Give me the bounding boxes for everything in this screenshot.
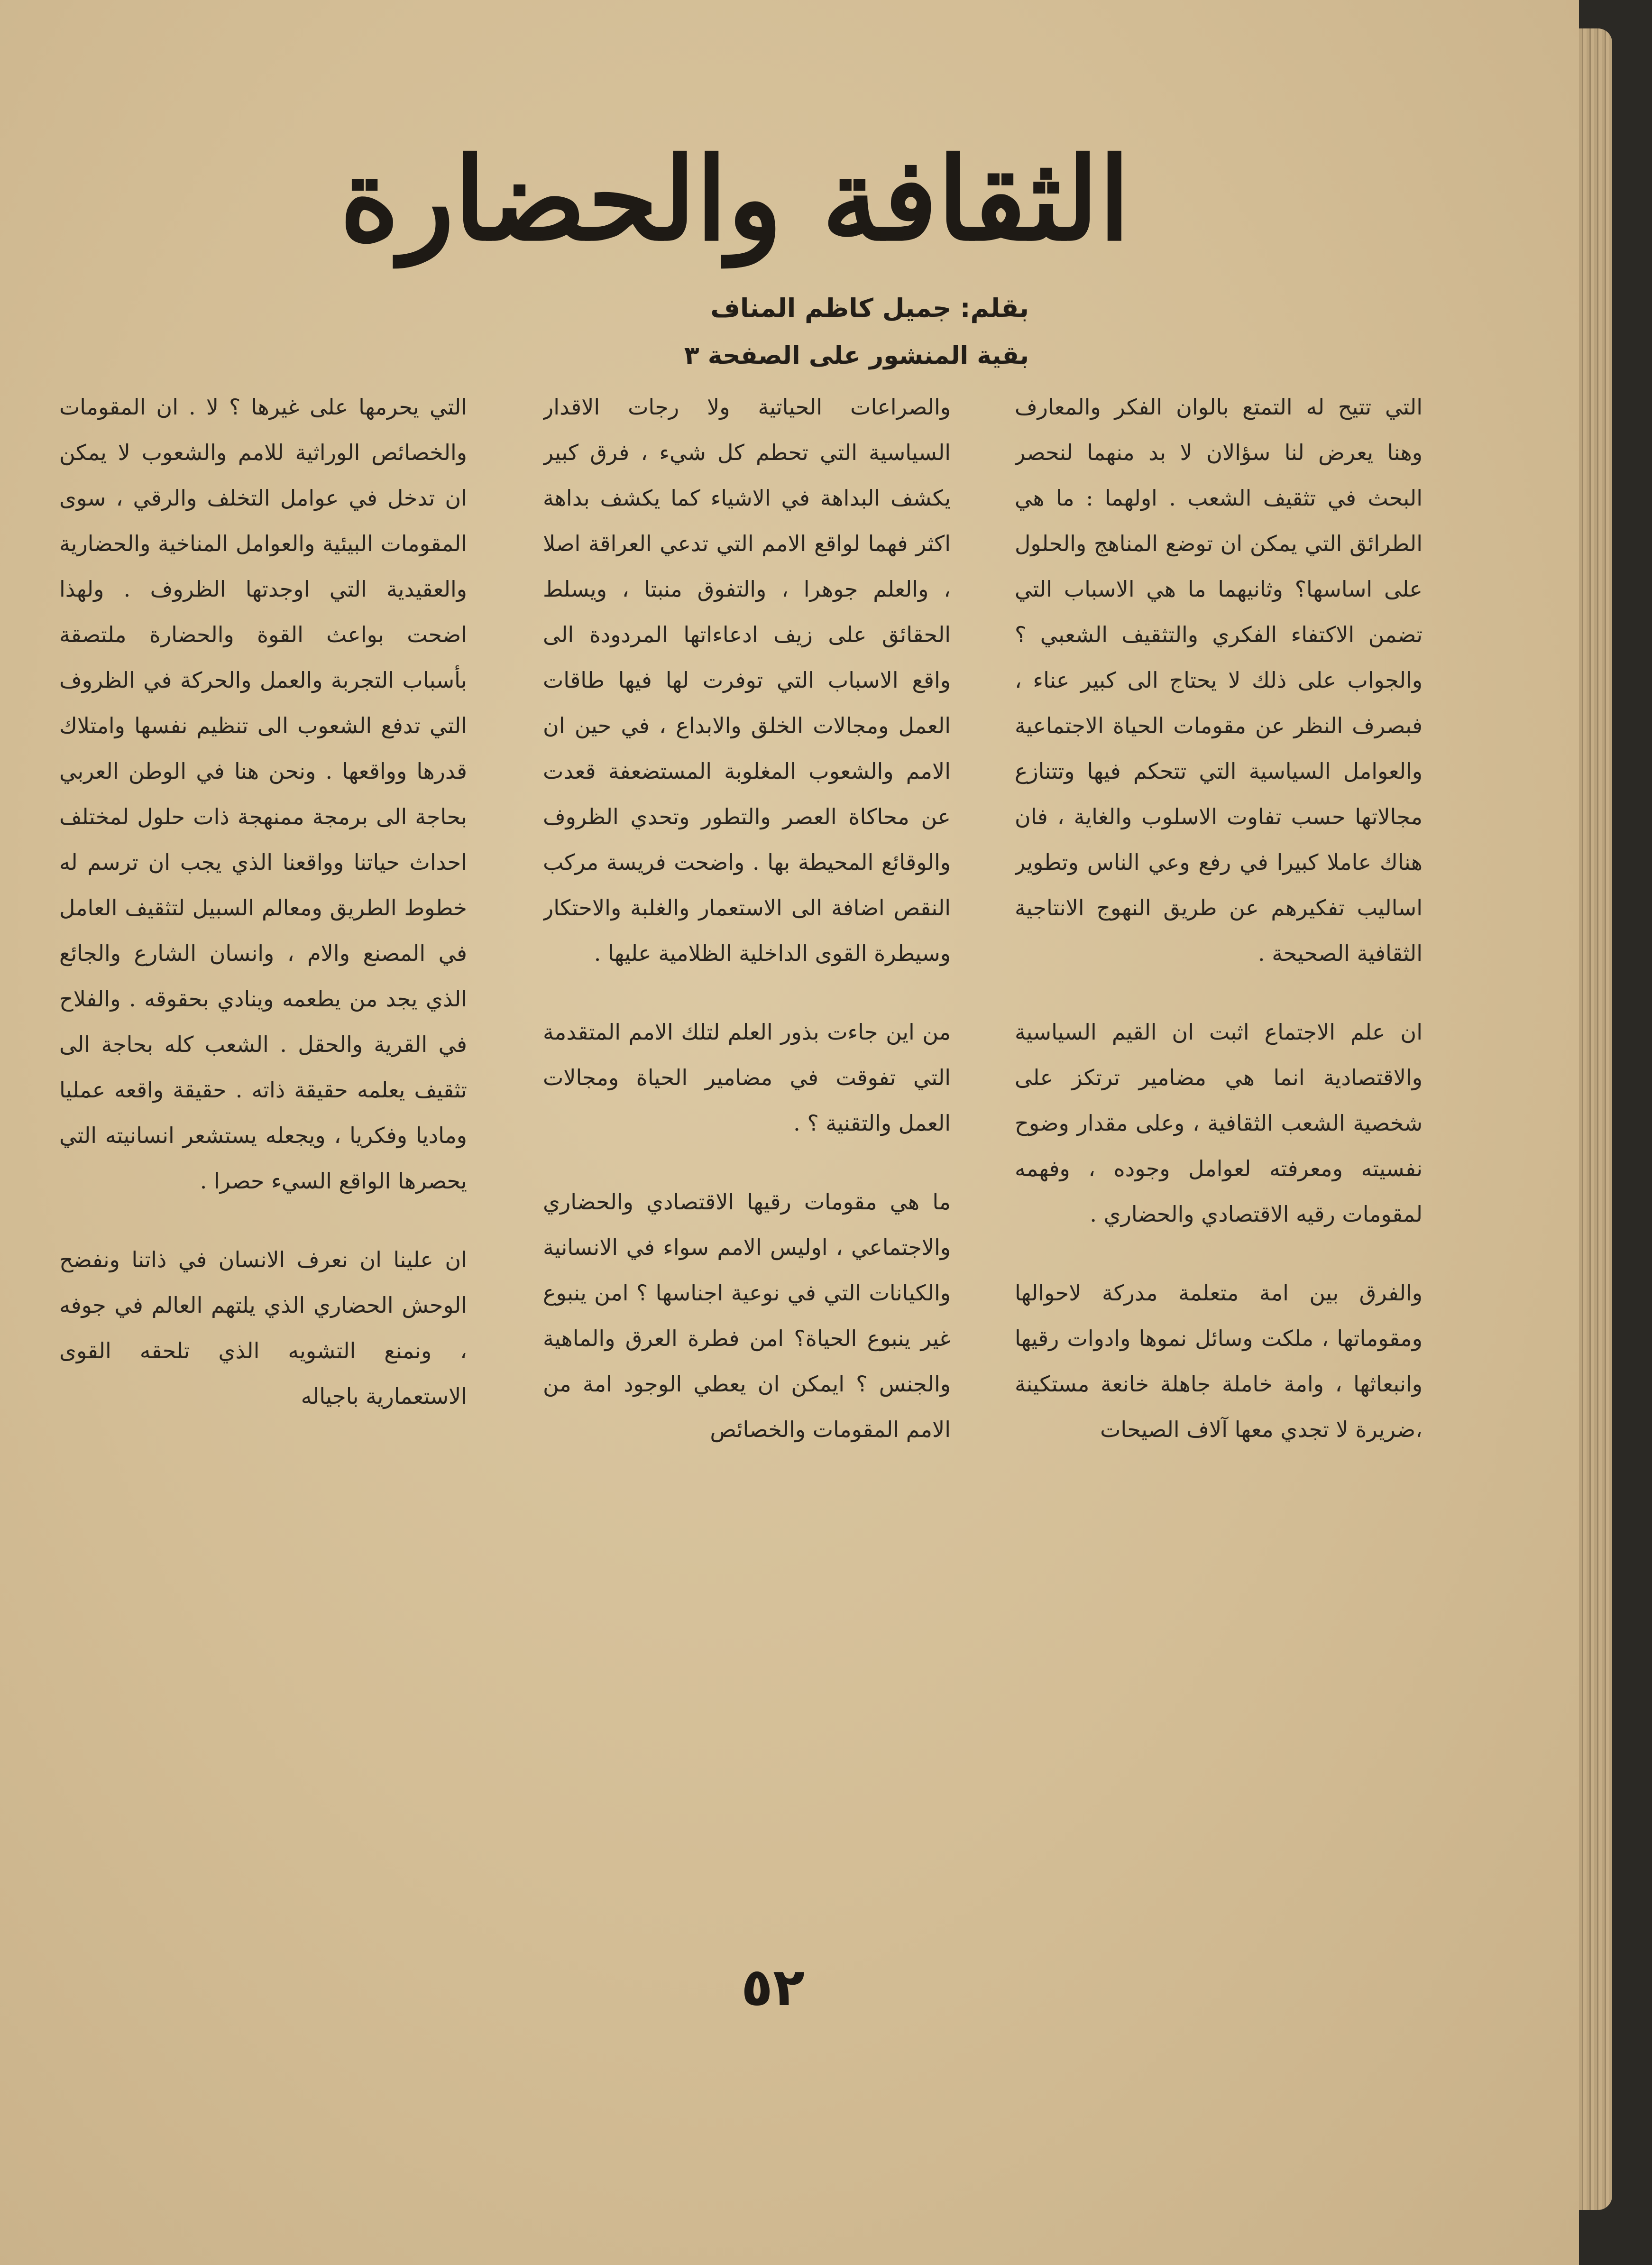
page-number: ٥٢ — [741, 1957, 805, 2017]
paragraph: ان علم الاجتماع اثبت ان القيم السياسية والاقتصادية انما هي مضامير ترتكز على شخصية الشعب الثقافية ، وعلى مقدار وضوح نفسيته ومعرفته لعوامل وجوده ، وفهمه لمقومات رقيه الاقتصادي والحضاري . — [1015, 1019, 1423, 1227]
continued-note: بقية المنشور على الصفحة ٣ — [684, 341, 1029, 370]
text-column-left — [59, 384, 467, 1935]
article-title: الثقافة والحضارة — [340, 132, 1130, 266]
author-byline: بقلم: جميل كاظم المناف — [710, 293, 1029, 323]
text-column-middle — [543, 384, 951, 1935]
paragraph: والصراعات الحياتية ولا رجات الاقدار السياسية التي تحطم كل شيء ، فرق كبير يكشف البداهة في الاشياء كما يكشف بداهة اكثر فهما لواقع الامم التي تدعي العراقة اصلا ، والعلم جوهرا ، والتفوق منبتا ، ويسلط الحقائق على زيف ادعاءاتها المردودة الى واقع الاسباب التي توفرت لها فيها طاقات العمل ومجالات الخلق والابداع ، في حين ان الامم والشعوب المغلوبة المستضعفة قعدت عن محاكاة العصر والتطور وتحدي الظروف والوقائع المحيطة بها . واضحت فريسة مركب النقص اضافة الى الاستعمار والغلبة والاحتكار وسيطرة القوى الداخلية الظلامية عليها . — [543, 394, 951, 966]
page-stack-edge — [1579, 28, 1612, 2210]
paragraph: ان علينا ان نعرف الانسان في ذاتنا ونفضح الوحش الحضاري الذي يلتهم العالم في جوفه ، ونمنع التشويه الذي تلحقه القوى الاستعمارية باجياله — [59, 1247, 467, 1409]
paragraph: ما هي مقومات رقيها الاقتصادي والحضاري والاجتماعي ، اوليس الامم سواء في الانسانية والكيانات التي في نوعية اجناسها ؟ امن ينبوع غير ينبوع الحياة؟ امن فطرة العرق والماهية والجنس ؟ ايمكن ان يعطي الوجود امة من الامم المقومات والخصائص — [543, 1189, 951, 1442]
paragraph: من اين جاءت بذور العلم لتلك الامم المتقدمة التي تفوقت في مضامير الحياة ومجالات العمل والتقنية ؟ . — [543, 1019, 951, 1136]
text-column-right — [1015, 384, 1423, 1935]
paragraph: التي تتيح له التمتع بالوان الفكر والمعارف وهنا يعرض لنا سؤالان لا بد منهما لنحصر البحث في تثقيف الشعب . اولهما : ما هي الطرائق التي يمكن ان توضع المناهج والحلول على اساسها؟ وثانيهما ما هي الاسباب التي تضمن الاكتفاء الفكري والتثقيف الشعبي ؟ والجواب على ذلك لا يحتاج الى كبير عناء ، فبصرف النظر عن مقومات الحياة الاجتماعية والعوامل السياسية التي تتحكم فيها وتتنازع مجالاتها حسب تفاوت الاسلوب والغاية ، فان هناك عاملا كبيرا في رفع وعي الناس وتطوير اساليب تفكيرهم عن طريق النهوج الانتاجية الثقافية الصحيحة . — [1015, 394, 1423, 966]
paragraph: التي يحرمها على غيرها ؟ لا . ان المقومات والخصائص الوراثية للامم والشعوب لا يمكن ان تدخل في عوامل التخلف والرقي ، سوى المقومات البيئية والعوامل المناخية والحضارية والعقيدية التي اوجدتها الظروف . ولهذا اضحت بواعث القوة والحضارة ملتصقة بأسباب التجربة والعمل والحركة في الظروف التي تدفع الشعوب الى تنظيم نفسها وامتلاك قدرها وواقعها . ونحن هنا في الوطن العربي بحاجة الى برمجة ممنهجة ذات حلول لمختلف احداث حياتنا وواقعنا الذي يجب ان ترسم له خطوط الطريق ومعالم السبيل لتثقيف العامل في المصنع والام ، وانسان الشارع والجائع الذي يجد من يطعمه وينادي بحقوقه . والفلاح في القرية والحقل . الشعب كله بحاجة الى تثقيف يعلمه حقيقة ذاته . حقيقة واقعه عمليا وماديا وفكريا ، ويجعله يستشعر انسانيته التي يحصرها الواقع السيء حصرا . — [59, 394, 467, 1194]
paragraph: والفرق بين امة متعلمة مدركة لاحوالها ومقوماتها ، ملكت وسائل نموها وادوات رقيها وانبعاثها ، وامة خاملة جاهلة خانعة مستكينة ،ضريرة لا تجدي معها آلاف الصيحات — [1015, 1280, 1423, 1442]
